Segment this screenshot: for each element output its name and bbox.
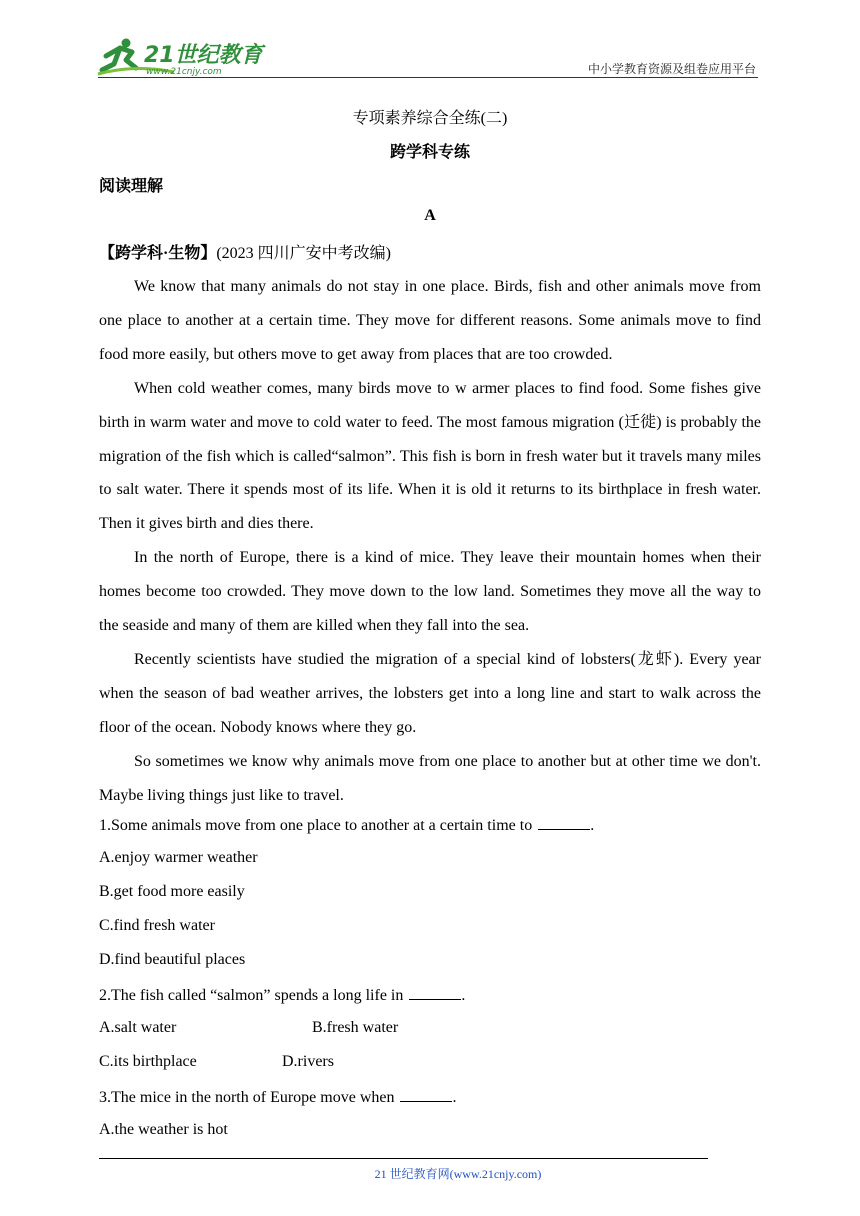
doc-title: 专项素养综合全练(二) [352,110,508,127]
paragraph: When cold weather comes, many birds move to w armer places to find food. Some fishes give birth in warm water and move to cold water to feed. The most famous migration (迁徙) is probably the migration of the fish which is called“salmon”. This fish is born in fresh water but it travels many miles to salt water. There it spends most of its life. When it is old it returns to its birthplace in fresh water. Then it gives birth and dies there. [99,379,761,533]
question-1 [99,815,594,835]
site-logo [96,34,266,78]
option-b: B.get food more easily [99,883,245,900]
doc-subtitle: 跨学科专练 [389,144,470,161]
source-line [99,240,391,263]
paragraph: We know that many animals do not stay in one place. Birds, fish and other animals move from one place to another at a certain time. They move for different reasons. Some animals move to find food more easily, but others move to get away from places that are too crowded. [99,278,761,363]
paragraph: In the north of Europe, there is a kind of mice. They leave their mountain homes when their homes become too crowded. They move down to the low land. Sometimes they move all the way to the seaside and many of them are killed when they fall into the sea. [99,549,761,635]
logo-text: 21世纪教育 [144,43,263,68]
passage [99,270,761,813]
question-3 [99,1087,456,1107]
option-c: C.find fresh water [99,917,215,934]
paragraph: So sometimes we know why animals move from one place to another but at other time we don't. Maybe living things just like to travel. [99,752,761,804]
answer-blank [538,815,590,830]
question-2 [99,985,465,1005]
question-stem: 2.The fish called “salmon” spends a long life in [99,987,404,1004]
answer-blank [409,985,461,1000]
option-a: A.the weather is hot [99,1121,228,1138]
footer-divider [99,1158,708,1159]
header-platform-text: 中小学教育资源及组卷应用平台 [587,62,756,76]
answer-blank [400,1087,452,1102]
source-detail: (2023 四川广安中考改编) [216,245,392,262]
paragraph: Recently scientists have studied the migration of a special kind of lobsters(龙虾). Every year when the season of bad weather arrives, the lobsters get into a long line and start to walk across the floor of the ocean. Nobody knows where they go. [99,650,761,736]
header-divider [98,77,758,78]
footer-link[interactable]: 21 世纪教育网(www.21cnjy.com) [374,1167,542,1181]
logo-url: www.21cnjy.com [146,67,222,77]
passage-label: A [424,207,436,224]
option-d: D.find beautiful places [99,951,246,968]
question-end: . [461,987,466,1004]
question-end: . [590,817,595,834]
question-stem: 1.Some animals move from one place to another at a certain time to [99,817,533,834]
question-stem: 3.The mice in the north of Europe move when [99,1089,395,1106]
option-a: A.enjoy warmer weather [99,849,258,866]
section-heading: 阅读理解 [99,178,164,195]
question-end: . [452,1089,457,1106]
option-a: A.salt water [99,1019,177,1036]
option-d: D.rivers [282,1053,334,1070]
option-c: C.its birthplace [99,1053,197,1070]
source-tag: 【跨学科·生物】 [99,245,217,262]
option-b: B.fresh water [312,1019,399,1036]
